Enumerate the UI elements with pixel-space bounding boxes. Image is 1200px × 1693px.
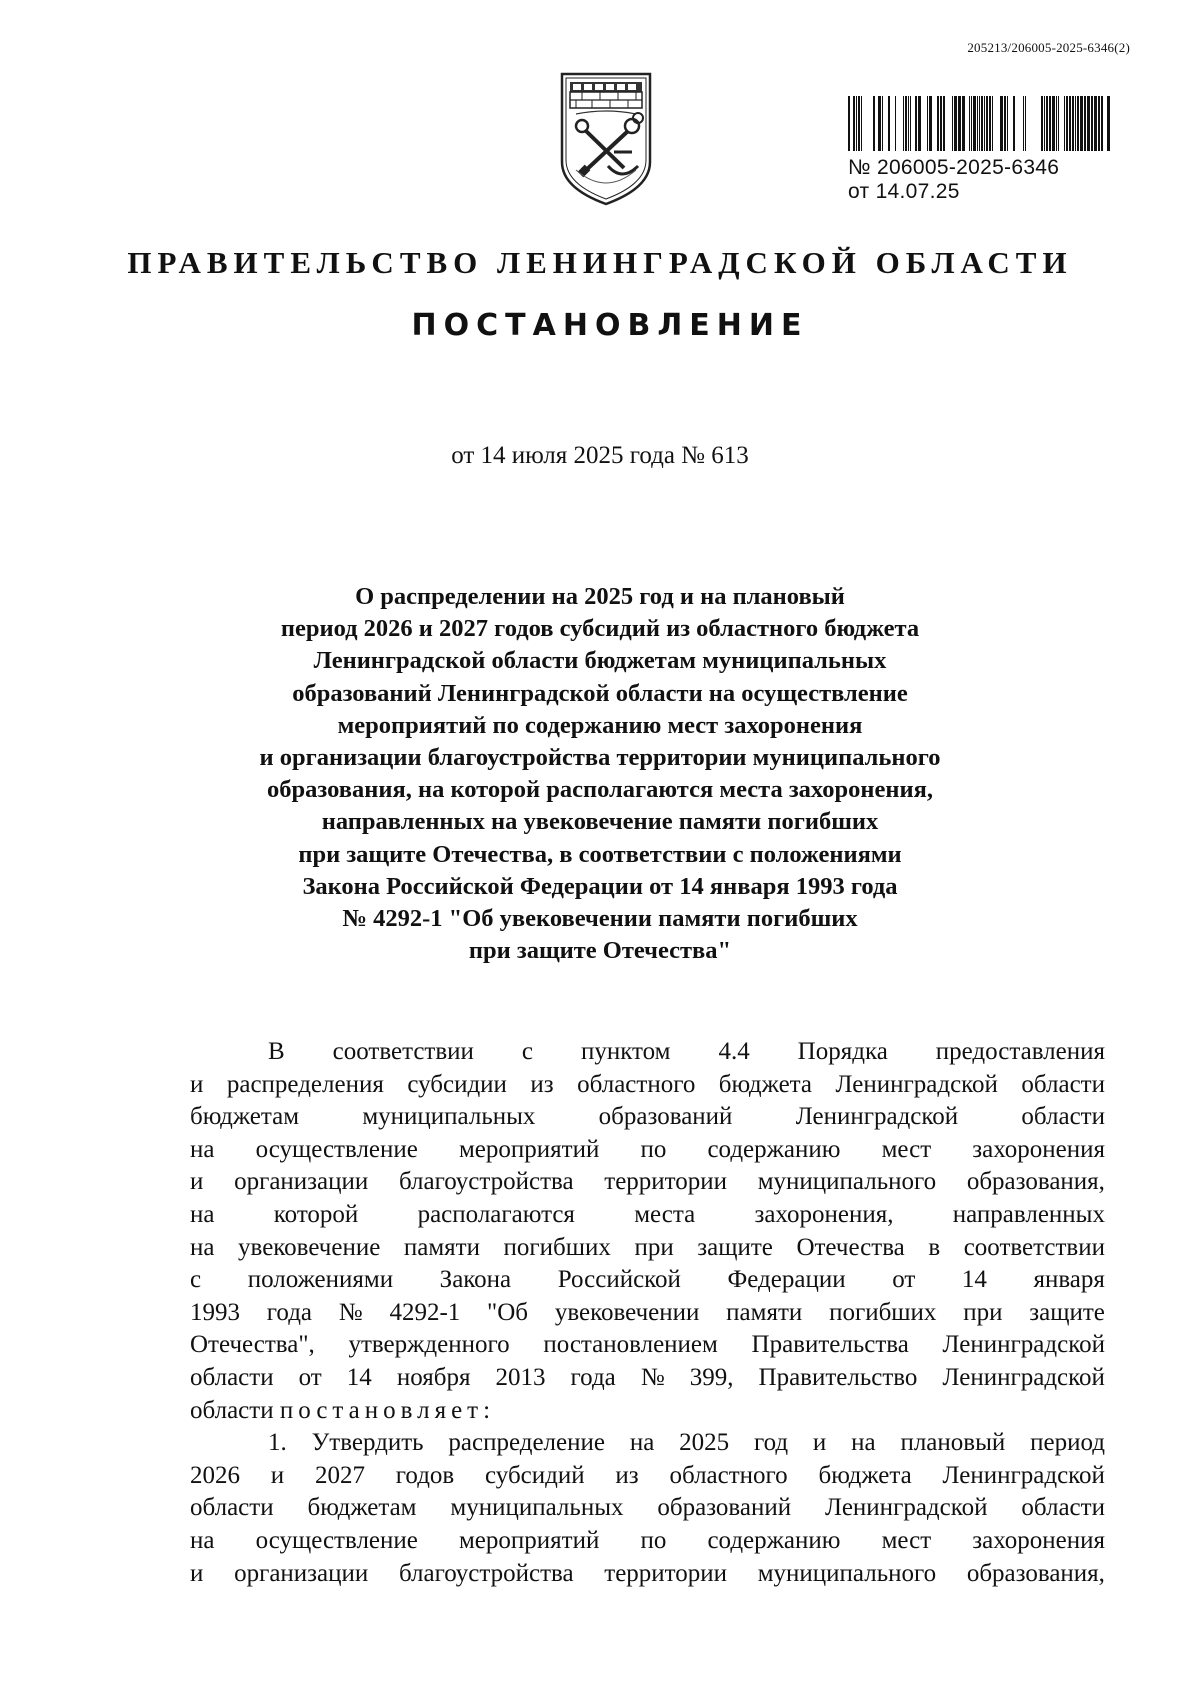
word: соответствии (963, 1233, 1105, 1261)
barcode-bar (971, 96, 972, 151)
body-line (190, 1297, 1105, 1330)
item1-line (190, 1492, 1105, 1525)
word: Ленинградской (795, 1103, 959, 1131)
word: мероприятий (458, 1526, 600, 1554)
barcode-bar (888, 96, 890, 151)
word: на (190, 1135, 215, 1163)
subject-line: мероприятий по содержанию мест захоронения (337, 711, 863, 739)
word: Ленинградской (942, 1331, 1105, 1359)
word: пунктом (580, 1038, 671, 1065)
barcode-bar (1000, 96, 1003, 151)
word: положениями (247, 1266, 394, 1294)
word: области (1021, 1103, 1105, 1131)
barcode-bar (1080, 96, 1083, 151)
word: мест (881, 1526, 932, 1554)
word: соответствии (332, 1038, 474, 1065)
word: образования, (966, 1168, 1105, 1196)
barcode-bar (878, 96, 881, 151)
word: № (338, 1298, 363, 1326)
word: и (270, 1461, 285, 1489)
word: В (268, 1038, 285, 1065)
word: осуществление (255, 1135, 418, 1163)
word: образования, (966, 1559, 1105, 1587)
barcode-bar (910, 96, 911, 151)
word: с (521, 1038, 533, 1065)
word: территории (604, 1559, 728, 1587)
barcode-bar (1044, 96, 1045, 151)
barcode-bar (984, 96, 985, 151)
barcode-bar (952, 96, 953, 151)
barcode-bar (1075, 96, 1076, 151)
word: 1. (268, 1429, 287, 1457)
word: Федерации (727, 1266, 846, 1294)
subject-line: при защите Отечества, в соответствии с положениями (298, 840, 902, 868)
item1-line (190, 1558, 1105, 1591)
body-line (190, 1036, 1105, 1069)
barcode-bar (954, 96, 957, 151)
word: образований (657, 1494, 792, 1522)
word: при (634, 1233, 674, 1261)
subject-line: Ленинградской области бюджетам муниципальных (313, 647, 887, 675)
barcode-bar (873, 96, 875, 151)
word: при (963, 1298, 1003, 1326)
word: 2026 (190, 1461, 240, 1489)
word: области (190, 1494, 274, 1522)
word: Ленинградской (942, 1363, 1105, 1391)
word: области (190, 1363, 274, 1391)
barcode-bar (895, 96, 896, 151)
word: субсидий (485, 1461, 585, 1489)
word: образований (598, 1103, 733, 1131)
barcode-bar (1094, 96, 1097, 151)
barcode-bar (1091, 96, 1093, 151)
word: области (1021, 1070, 1105, 1098)
word: из (530, 1070, 554, 1098)
barcode-bar (1069, 96, 1071, 151)
word: места (634, 1200, 696, 1228)
word: памяти (726, 1298, 803, 1326)
word: 4.4 (718, 1038, 750, 1065)
word: содержанию (707, 1135, 841, 1163)
subject-line: Закона Российской Федерации от 14 января 1993 года (302, 872, 898, 900)
word: и (190, 1070, 204, 1098)
word: 14 (961, 1266, 987, 1294)
word: года (570, 1363, 616, 1391)
word: Утвердить (311, 1429, 424, 1457)
word: 2013 (495, 1363, 546, 1391)
word: погибших (829, 1298, 937, 1326)
document-subject (160, 581, 1040, 967)
barcode-bar (882, 96, 883, 151)
document-type: ПОСТАНОВЛЕНИЕ (411, 308, 809, 343)
word: погибших (503, 1233, 611, 1261)
barcode-bar (848, 96, 850, 151)
word: и (190, 1559, 204, 1587)
body-line (190, 1166, 1105, 1199)
word: увековечение (238, 1233, 381, 1261)
subject-line: образований Ленинградской области на осуществление (292, 679, 908, 707)
registration-number: № 206005-2025-6346 (848, 156, 1060, 179)
subject-line: период 2026 и 2027 годов субсидий из областного бюджета (280, 615, 920, 643)
government-title: ПРАВИТЕЛЬСТВО ЛЕНИНГРАДСКОЙ ОБЛАСТИ (127, 245, 1073, 280)
barcode-bar (1098, 96, 1100, 151)
word: захоронения (972, 1526, 1105, 1554)
word: располагаются (417, 1200, 575, 1228)
barcode-bar (937, 96, 939, 151)
word: бюджетам (190, 1103, 300, 1131)
barcode-bar (1004, 96, 1006, 151)
body-line (190, 1232, 1105, 1265)
word: года (266, 1298, 313, 1326)
barcode-bar (1049, 96, 1051, 151)
barcode-bar (1072, 96, 1074, 151)
resolution-prefix: области (190, 1396, 274, 1424)
word: Отечества", (190, 1331, 315, 1359)
word: из (615, 1461, 639, 1489)
word: на (190, 1200, 215, 1228)
word: Правительства (751, 1331, 909, 1359)
body-line (190, 1264, 1105, 1297)
word: плановый (900, 1429, 1006, 1457)
word: памяти (403, 1233, 480, 1261)
resolution-verb: постановляет: (279, 1396, 496, 1424)
body-line-resolution (190, 1395, 1105, 1428)
word: защите (697, 1233, 773, 1261)
barcode-bar (992, 96, 993, 151)
word: направленных (952, 1200, 1105, 1228)
word: организации (234, 1559, 369, 1587)
word: содержанию (707, 1526, 841, 1554)
subject-line: и организации благоустройства территории муниципального (259, 744, 941, 772)
word: осуществление (255, 1526, 418, 1554)
word: муниципального (757, 1168, 937, 1196)
word: и (812, 1429, 827, 1457)
barcode-bar (908, 96, 909, 151)
word: Отечества (796, 1233, 905, 1261)
barcode-bar (969, 96, 970, 151)
word: от (298, 1363, 322, 1391)
barcode-bar (1087, 96, 1090, 151)
word: января (1033, 1266, 1105, 1294)
word: по (640, 1526, 667, 1554)
item1-line (190, 1427, 1105, 1460)
word: которой (273, 1200, 359, 1228)
barcode-bar (1007, 96, 1008, 151)
body-line (190, 1362, 1105, 1395)
barcode-bar (1025, 96, 1026, 151)
word: утвержденного (348, 1331, 510, 1359)
subject-line: образования, на которой располагаются места захоронения, (267, 776, 933, 804)
leningrad-oblast-coat-of-arms-icon (556, 70, 656, 208)
barcode-bar (1066, 96, 1068, 151)
word: захоронения (972, 1135, 1105, 1163)
item1-line (190, 1460, 1105, 1493)
word: ноября (396, 1363, 471, 1391)
word: № (640, 1363, 665, 1391)
barcode-bar (986, 96, 988, 151)
word: муниципальных (362, 1103, 536, 1131)
word: муниципальных (450, 1494, 624, 1522)
document-date-number: от 14 июля 2025 года № 613 (451, 442, 749, 469)
barcode-bar (929, 96, 932, 151)
word: увековечении (554, 1298, 700, 1326)
word: муниципального (757, 1559, 937, 1587)
barcode-bar (973, 96, 976, 151)
barcode-bar (858, 96, 860, 151)
barcode-bar (903, 96, 904, 151)
word: 2027 (314, 1461, 365, 1489)
word: на (851, 1429, 876, 1457)
barcode-bar (943, 96, 945, 151)
word: Ленинградской (825, 1494, 988, 1522)
word: мест (881, 1135, 932, 1163)
barcode-bar (927, 96, 928, 151)
barcode-bar (861, 96, 862, 151)
word: Закона (439, 1266, 512, 1294)
word: бюджета (718, 1070, 813, 1098)
word: и (190, 1168, 204, 1196)
word: Правительство (758, 1363, 918, 1391)
word: 4292-1 (389, 1298, 461, 1326)
body-line (190, 1134, 1105, 1167)
barcode-bar (940, 96, 942, 151)
word: территории (604, 1168, 728, 1196)
registration-date: от 14.07.25 (848, 180, 960, 203)
word: Ленинградской (835, 1070, 998, 1098)
word: областного (577, 1070, 696, 1098)
word: с (190, 1266, 202, 1294)
word: период (1030, 1429, 1105, 1457)
word: на (190, 1233, 215, 1261)
barcode-bar (1046, 96, 1048, 151)
word: благоустройства (398, 1559, 574, 1587)
barcode-bar (1013, 96, 1015, 151)
subject-line: при защите Отечества" (468, 937, 732, 965)
word: на (190, 1526, 215, 1554)
barcode-icon (848, 96, 1110, 151)
barcode-bar (1064, 96, 1065, 151)
word: Российской (557, 1266, 681, 1294)
word: организации (234, 1168, 369, 1196)
word: 399, (689, 1363, 734, 1391)
registration-block (848, 96, 1110, 204)
barcode-bar (1041, 96, 1043, 151)
barcode-bar (1023, 96, 1024, 151)
body-line (190, 1329, 1105, 1362)
barcode-bar (1056, 96, 1057, 151)
barcode-bar (981, 96, 983, 151)
barcode-bar (962, 96, 965, 151)
word: постановлением (543, 1331, 718, 1359)
word: год (753, 1429, 789, 1457)
item1-line (190, 1525, 1105, 1558)
word: благоустройства (398, 1168, 574, 1196)
word: мероприятий (458, 1135, 600, 1163)
word: на (629, 1429, 655, 1457)
subject-line: № 4292-1 "Об увековечении памяти погибших (342, 905, 858, 933)
word: Порядка (797, 1038, 888, 1065)
barcode-bar (915, 96, 917, 151)
subject-line: О распределении на 2025 год и на плановый (355, 583, 845, 610)
barcode-bar (979, 96, 980, 151)
body-line (190, 1101, 1105, 1134)
word: 2025 (679, 1429, 730, 1457)
word: 1993 (190, 1298, 240, 1326)
barcode-bar (958, 96, 961, 151)
word: в (928, 1233, 941, 1261)
word: по (640, 1135, 667, 1163)
barcode-bar (1107, 96, 1110, 151)
barcode-bar (905, 96, 907, 151)
barcode-bar (1052, 96, 1055, 151)
document-id: 205213/206005-2025-6346(2) (967, 40, 1130, 55)
word: Ленинградской (942, 1461, 1105, 1489)
word: захоронения, (754, 1200, 894, 1228)
word: распределение (448, 1429, 605, 1457)
document-body (190, 1036, 1105, 1590)
body-line (190, 1069, 1105, 1102)
word: субсидии (407, 1070, 507, 1098)
word: областного (669, 1461, 788, 1489)
barcode-bar (977, 96, 978, 151)
barcode-bar (918, 96, 921, 151)
word: годов (395, 1461, 455, 1489)
word: распределения (226, 1070, 384, 1098)
word: "Об (487, 1298, 529, 1326)
word: области (1021, 1494, 1105, 1522)
subject-line: направленных на увековечение памяти погибших (321, 808, 879, 836)
word: 14 (346, 1363, 372, 1391)
barcode-bar (1077, 96, 1079, 151)
word: бюджетам (307, 1494, 417, 1522)
word: защите (1029, 1298, 1105, 1326)
barcode-bar (853, 96, 855, 151)
word: предоставления (935, 1038, 1105, 1065)
word: от (892, 1266, 916, 1294)
barcode-bar (989, 96, 991, 151)
word: бюджета (818, 1461, 912, 1489)
barcode-bar (1084, 96, 1086, 151)
barcode-bar (856, 96, 857, 151)
body-line (190, 1199, 1105, 1232)
barcode-bar (1101, 96, 1103, 151)
barcode-bar (1058, 96, 1059, 151)
